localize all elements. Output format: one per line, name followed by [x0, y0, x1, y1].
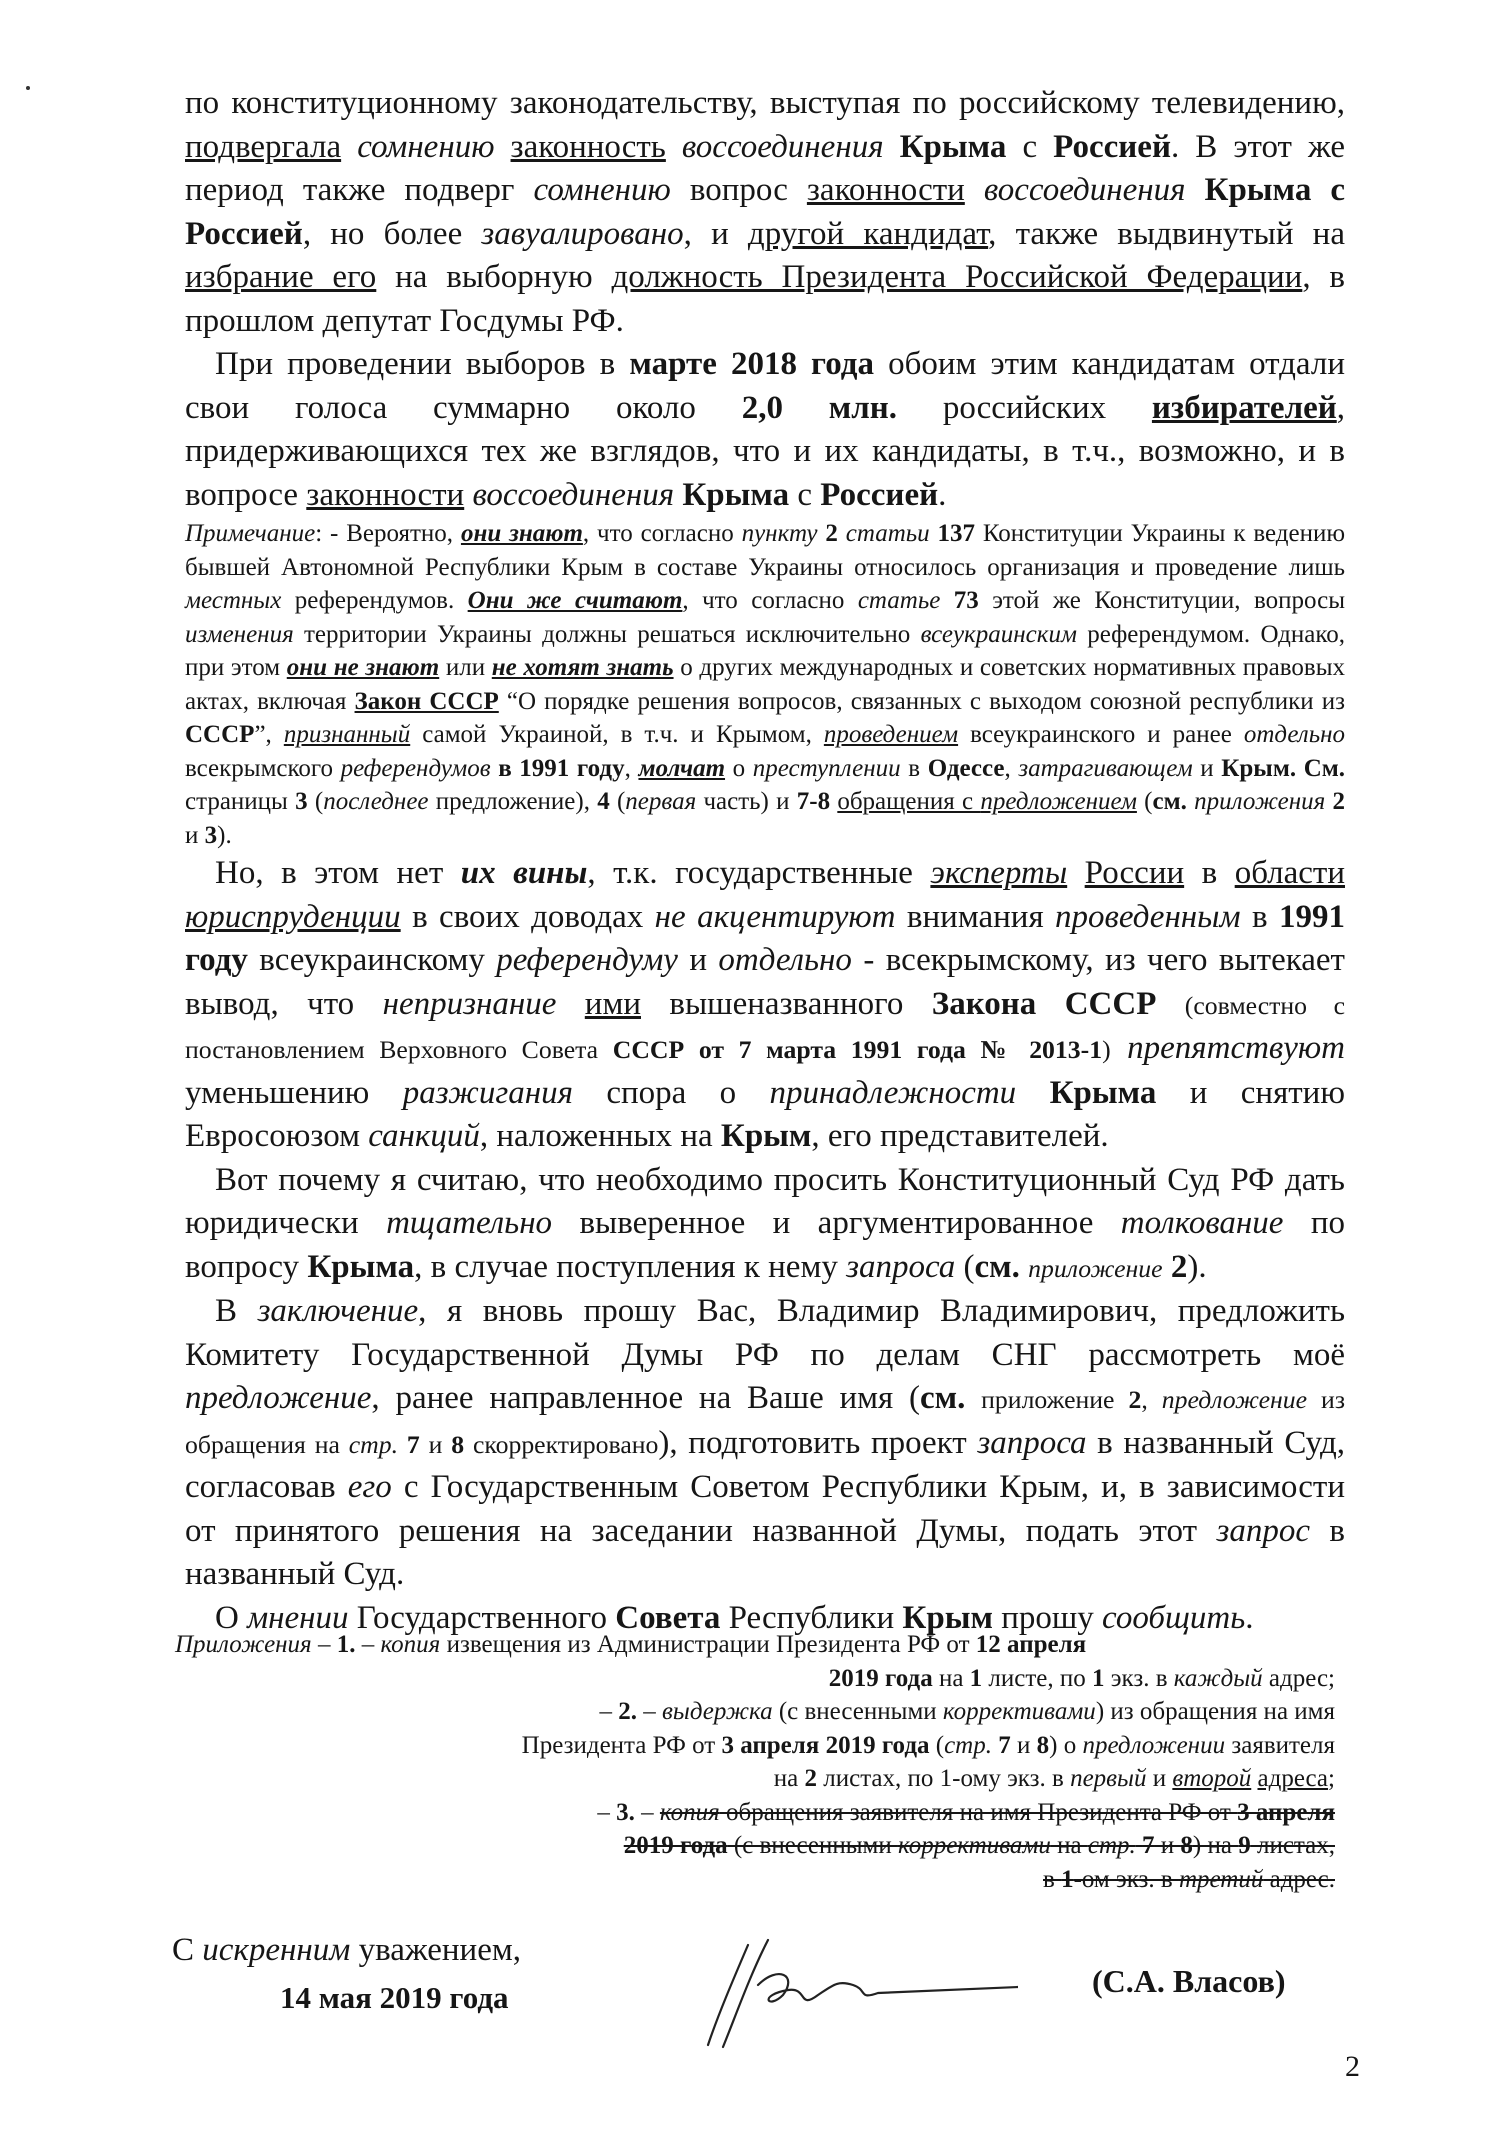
text-run: санкций	[368, 1118, 480, 1154]
text-run: -ом экз. в	[1073, 1865, 1179, 1893]
text-run: о других международных и советских нормативных правовых актах, включая	[185, 654, 1345, 715]
text-run: статье	[857, 587, 941, 614]
text-run: СССР	[185, 721, 255, 748]
text-run: каждый	[1173, 1664, 1263, 1692]
text-run	[556, 986, 584, 1022]
text-run: всеукраинскому	[247, 942, 497, 978]
text-run: 1.	[336, 1631, 356, 1658]
text-run	[1325, 788, 1332, 815]
text-run: изменения	[185, 620, 294, 648]
text-run: сообщить	[1102, 1599, 1246, 1636]
text-run	[1185, 172, 1204, 208]
text-run: Россией	[1053, 128, 1171, 165]
text-run: листах, по 1-ому экз. в	[817, 1765, 1071, 1792]
text-run: обращения заявителя на имя Президента РФ от	[719, 1798, 1238, 1826]
text-run: СССР	[612, 1035, 685, 1064]
text-run: см.	[1152, 788, 1187, 815]
text-run: Крым	[720, 1118, 812, 1154]
text-run: 3	[295, 788, 308, 815]
text-run: скорректировано	[464, 1429, 659, 1459]
text-run: (	[929, 1731, 945, 1759]
paragraph-2	[185, 343, 1345, 517]
text-run: приложение	[981, 1385, 1129, 1414]
text-run: в названный Суд, согласовав	[185, 1424, 1345, 1505]
text-run	[1163, 1249, 1171, 1285]
text-run: 2	[804, 1765, 817, 1792]
text-run: запроса	[977, 1424, 1087, 1461]
text-run: )	[1102, 1035, 1111, 1064]
text-run: 1	[1061, 1865, 1074, 1893]
text-run: , наложенных на	[479, 1118, 721, 1154]
text-run: –	[634, 1798, 660, 1826]
text-run: (с внесенными	[772, 1698, 943, 1725]
text-run: второй	[1172, 1765, 1252, 1792]
letter-body	[185, 82, 1345, 1640]
text-run: уменьшению	[185, 1074, 403, 1111]
text-run: : - Вероятно,	[315, 520, 461, 547]
text-run: молчат	[638, 754, 726, 782]
text-run: ) на	[1192, 1832, 1239, 1859]
text-run: адрес;	[1262, 1664, 1335, 1692]
text-run: см.	[920, 1380, 966, 1416]
text-run: Закон СССР	[354, 687, 499, 715]
text-run: ;	[1328, 1765, 1335, 1792]
text-run: 2	[1128, 1385, 1142, 1414]
text-run: и снятию Евросоюзом	[185, 1074, 1345, 1154]
text-run	[666, 129, 682, 165]
text-run: О	[215, 1599, 248, 1636]
text-run: коррективами	[942, 1698, 1096, 1725]
text-run: воссоединения	[983, 172, 1186, 208]
text-run: не акцентируют	[654, 898, 896, 935]
text-run: референдуму	[496, 942, 678, 978]
text-run: с Государственным Советом Республики Крым, и, в зависимости от принятого решения на заседании названной Думы, подать этот	[185, 1469, 1345, 1549]
text-run: проведением	[823, 721, 959, 748]
text-run: адреса	[1257, 1765, 1329, 1792]
text-run: третий	[1178, 1865, 1264, 1893]
text-run: , что согласно	[682, 587, 858, 614]
text-run: Крыма	[899, 128, 1007, 165]
text-run: листах,	[1250, 1832, 1335, 1859]
author-name: (С.А. Власов)	[1092, 1963, 1286, 1999]
text-run: всеукраинским	[920, 620, 1077, 648]
text-run: Республики	[720, 1599, 903, 1636]
text-run: завуалировано	[481, 215, 684, 252]
text-run: его	[347, 1469, 392, 1505]
text-run: ”,	[254, 721, 284, 748]
attachment-line	[175, 1829, 1335, 1863]
text-run: При проведении выборов в	[215, 346, 630, 382]
text-run: заключение	[257, 1293, 419, 1329]
text-run: см.	[974, 1248, 1020, 1285]
text-run: (	[609, 788, 626, 815]
text-run: затрагивающем	[1018, 754, 1193, 782]
text-run: В	[215, 1293, 258, 1329]
text-run: и	[677, 942, 719, 978]
attachment-line	[175, 1662, 1335, 1696]
text-run: сомнению	[533, 172, 671, 208]
text-run: референдумов	[340, 754, 491, 782]
text-run: они не знают	[286, 654, 440, 681]
text-run: Примечание	[185, 520, 316, 547]
text-run: с	[789, 476, 821, 513]
text-run: на	[1050, 1832, 1088, 1859]
attachments-list	[175, 1628, 1335, 1896]
attachment-line	[175, 1796, 1335, 1830]
attachment-line	[175, 1863, 1335, 1897]
text-run: , но более	[302, 215, 482, 252]
text-run: ими	[584, 985, 641, 1022]
text-run: запроса	[846, 1248, 956, 1285]
text-run: .	[1245, 1599, 1254, 1636]
text-run: референдумом. Однако, при этом	[185, 620, 1345, 681]
text-run: Россией	[820, 476, 939, 513]
text-run: Совета	[615, 1599, 721, 1636]
text-run: Одессе	[927, 754, 1005, 782]
text-run: референдумов.	[281, 587, 468, 614]
text-run: .	[938, 476, 947, 513]
text-run: в	[1043, 1865, 1062, 1893]
text-run: 137	[937, 520, 975, 547]
text-run: 3 апреля 2019 года	[721, 1731, 930, 1759]
text-run: Конституции Украины к ведению бывшей Автономной Республики Крым в составе Украины относилось организация и проведение лишь	[185, 520, 1346, 581]
text-run: , в прошлом депутат Госдумы РФ.	[185, 259, 1345, 339]
text-run: последнее	[323, 788, 429, 815]
text-run: (с внесенными	[727, 1832, 898, 1859]
text-run: вышеназванного	[641, 985, 932, 1022]
text-run: внимания	[895, 898, 1056, 935]
text-run: 4	[597, 788, 610, 815]
text-run: , что согласно	[582, 520, 742, 547]
text-run: –	[597, 1798, 617, 1826]
text-run: в 1991 году	[498, 754, 625, 782]
text-run: листе, по	[982, 1664, 1093, 1692]
text-run: ).	[1187, 1248, 1207, 1285]
text-run: предложение),	[428, 788, 598, 815]
text-run: и	[419, 1429, 452, 1459]
text-run: Крыма	[1049, 1074, 1157, 1111]
attachment-line	[175, 1628, 1335, 1662]
text-run: и	[1154, 1832, 1181, 1859]
text-run: Но, в этом нет	[215, 855, 461, 891]
text-run: сомнению	[357, 128, 495, 165]
text-run: Они же считают	[467, 587, 683, 614]
text-run: проведенным	[1055, 898, 1241, 935]
text-run: 7-8	[796, 788, 831, 815]
text-run: России	[1084, 855, 1185, 891]
text-run: избирателей	[1151, 389, 1337, 426]
text-run: (совместно с постановлением Верховного Совета	[185, 990, 1346, 1064]
text-run: 3.	[616, 1798, 635, 1826]
text-run: ,	[1141, 1385, 1162, 1414]
text-run: копия	[380, 1631, 441, 1658]
text-run: “О порядке решения вопросов, связанных с выходом союзной республики из	[498, 687, 1345, 715]
text-run: –	[311, 1631, 337, 1658]
text-run: , я вновь прошу Вас, Владимир Владимирович, предложить Комитету Государственной Думы РФ по делам СНГ рассмотреть моё	[185, 1293, 1345, 1373]
text-run: прошу	[992, 1599, 1103, 1636]
letter-date: 14 мая 2019 года	[280, 1980, 509, 2015]
text-run: 7	[406, 1429, 420, 1459]
closing-line	[172, 1932, 521, 1969]
text-run	[1111, 1030, 1127, 1066]
text-run: отдельно	[1243, 721, 1345, 748]
text-run: законности	[806, 172, 965, 208]
text-run: ,	[624, 754, 639, 782]
text-run: о	[725, 754, 753, 782]
text-run: –	[637, 1698, 663, 1725]
text-run	[965, 172, 984, 208]
text-run: территории Украины должны решаться исключительно	[293, 620, 921, 648]
text-run: выдержка	[662, 1698, 773, 1725]
text-run: приложения	[1194, 788, 1326, 815]
text-run: они знают	[460, 520, 583, 547]
text-run: и	[1010, 1731, 1037, 1759]
text-run: законность	[510, 128, 666, 165]
text-run: заявителя	[1225, 1731, 1335, 1759]
text-run: непризнание	[382, 985, 557, 1022]
text-run: на	[932, 1664, 970, 1692]
text-run: Крым. См.	[1221, 754, 1346, 782]
text-run: , и	[683, 215, 748, 252]
text-run: экз. в	[1104, 1664, 1174, 1692]
text-run: области	[1234, 855, 1345, 891]
text-run: 2	[825, 520, 838, 547]
text-run: всекрымского	[185, 754, 341, 782]
text-run: выверенное и аргументированное	[552, 1205, 1121, 1241]
text-run: извещения из Администрации Президента РФ от	[440, 1631, 976, 1658]
text-run: 2,0 млн.	[741, 389, 898, 426]
text-run: избрание его	[185, 259, 377, 295]
text-run: всеукраинского и ранее	[958, 721, 1244, 748]
text-run: мнении	[247, 1599, 349, 1636]
text-run: с	[1006, 128, 1054, 165]
text-run: копия	[659, 1798, 720, 1826]
text-run: в	[900, 754, 928, 782]
text-run: ) о	[1049, 1731, 1083, 1759]
text-run	[684, 1035, 699, 1064]
text-run: С	[172, 1932, 203, 1968]
text-run: марте 2018 года	[629, 346, 874, 382]
text-run: по конституционному законодательству, выступая по российскому телевидению,	[185, 85, 1345, 121]
text-run: в	[1240, 898, 1279, 935]
text-run: российских	[897, 389, 1152, 426]
text-run: принадлежности	[769, 1074, 1017, 1111]
text-run: этой же Конституции, вопросы	[978, 587, 1346, 614]
text-run: юриспруденции	[185, 898, 401, 935]
text-run: . В этот же период также подверг	[185, 128, 1346, 208]
text-run: в	[1184, 855, 1235, 891]
text-run: 1	[969, 1664, 983, 1692]
text-run: уважением,	[350, 1932, 521, 1968]
text-run: Приложения	[175, 1631, 312, 1658]
text-run: часть) и	[696, 788, 797, 815]
text-run: преступлении	[752, 754, 901, 782]
text-run: Закона СССР	[931, 985, 1157, 1022]
text-run: искренним	[202, 1932, 351, 1968]
text-run: 1991 году	[185, 898, 1345, 978]
note-paragraph	[185, 517, 1345, 852]
text-run: подвергала	[185, 128, 342, 165]
text-run: 3	[204, 821, 218, 849]
text-run: , придерживающихся тех же взглядов, что и их кандидаты, в т.ч., возможно, и в вопросе	[185, 389, 1345, 513]
text-run	[1020, 1249, 1028, 1285]
text-run: страницы	[185, 788, 296, 815]
text-run: 8	[451, 1429, 465, 1459]
paragraph-1	[185, 82, 1345, 343]
attachment-line	[175, 1762, 1335, 1796]
text-run: обоим этим кандидатам отдали свои голоса суммарно около	[185, 346, 1345, 426]
text-run: первый	[1070, 1765, 1147, 1792]
text-run: спора о	[572, 1074, 770, 1111]
text-run: другой кандидат	[747, 215, 989, 252]
text-run	[1067, 855, 1084, 891]
text-run: первая	[625, 788, 697, 815]
text-run: отдельно	[718, 942, 852, 978]
text-run: предложение	[185, 1380, 372, 1416]
text-run: Крыма	[307, 1248, 415, 1285]
text-run: воссоединения	[472, 476, 675, 513]
text-run: вопрос	[670, 172, 807, 208]
text-run: пункту	[741, 520, 818, 547]
text-run: самой Украиной, в т.ч. и Крымом,	[410, 721, 824, 748]
scan-speck	[26, 86, 30, 90]
text-run: (	[307, 788, 324, 815]
text-run: адрес.	[1263, 1865, 1335, 1893]
text-run: Вот почему я считаю, что необходимо просить Конституционный Суд РФ дать юридически	[185, 1161, 1345, 1241]
text-run: признанный	[283, 721, 411, 748]
text-run: не хотят знать	[491, 654, 674, 681]
text-run: 3 апреля	[1237, 1798, 1335, 1826]
text-run: и	[1192, 754, 1222, 782]
paragraph-3	[185, 852, 1345, 1159]
text-run: 1	[1092, 1664, 1105, 1692]
text-run: ) из обращения на имя	[1095, 1698, 1335, 1725]
text-run: коррективами	[897, 1832, 1051, 1859]
text-run: и	[1146, 1765, 1173, 1792]
text-run: Президента РФ от	[521, 1731, 722, 1759]
text-run: разжигания	[402, 1074, 573, 1111]
text-run: , его представителей.	[811, 1118, 1109, 1154]
text-run: законности	[306, 476, 465, 513]
text-run: статьи	[845, 520, 930, 547]
text-run: приложение	[1028, 1253, 1163, 1283]
text-run: воссоединения	[681, 128, 884, 165]
text-run: (	[955, 1248, 975, 1285]
text-run: , ранее направленное на Ваше имя (	[371, 1380, 920, 1416]
text-run: 7	[1142, 1832, 1155, 1859]
text-run: эксперты	[930, 855, 1068, 891]
text-run: местных	[185, 587, 282, 614]
text-run	[494, 129, 510, 165]
text-run: 7	[998, 1731, 1011, 1759]
text-run: тщательно	[386, 1205, 553, 1241]
handwritten-signature	[688, 1925, 1018, 2055]
text-run: их вины	[460, 855, 588, 891]
text-run: 2019 года	[828, 1664, 933, 1692]
paragraph-5	[185, 1290, 1345, 1597]
text-run: 2	[1170, 1248, 1188, 1285]
text-run: предложении	[1082, 1731, 1226, 1759]
text-run: ), подготовить проект	[658, 1424, 978, 1461]
text-run: 8	[1036, 1731, 1050, 1759]
text-run	[1156, 986, 1184, 1022]
text-run: в названный Суд.	[185, 1512, 1345, 1592]
text-run: , также выдвинутый на	[988, 215, 1345, 252]
text-run: и	[185, 821, 205, 849]
text-run: - всекрымскому, из чего вытекает вывод, что	[185, 942, 1345, 1022]
text-run: должность Президента Российской Федерации	[611, 259, 1303, 295]
text-run: Крыма с Россией	[185, 172, 1346, 252]
text-run: ).	[217, 821, 232, 849]
text-run: Государственного	[348, 1599, 616, 1636]
text-run: Крыма	[682, 476, 790, 513]
text-run: стр.	[944, 1731, 992, 1759]
text-run: 73	[953, 587, 979, 614]
text-run: 12 апреля	[975, 1631, 1087, 1658]
text-run: стр.	[348, 1429, 399, 1459]
text-run	[930, 520, 938, 547]
text-run: обращения с	[837, 788, 981, 815]
text-run: 2019 года	[623, 1832, 728, 1859]
text-run: (	[1136, 788, 1153, 815]
text-run: из обращения на	[185, 1385, 1345, 1459]
page-number: 2	[1345, 2050, 1360, 2083]
text-run: предложением	[980, 788, 1137, 815]
text-run: запрос	[1216, 1512, 1310, 1549]
text-run	[341, 129, 357, 165]
text-run: , т.к. государственные	[587, 855, 931, 891]
text-run: ,	[1004, 754, 1019, 782]
text-run: от 7 марта 1991 года № 2013-1	[698, 1035, 1103, 1064]
text-run	[965, 1380, 981, 1416]
text-run: толкование	[1120, 1205, 1284, 1241]
text-run	[884, 129, 900, 165]
paragraph-4	[185, 1159, 1345, 1291]
text-run	[1016, 1075, 1049, 1111]
text-run: в своих доводах	[400, 898, 655, 935]
text-run: предложение	[1161, 1385, 1308, 1414]
text-run: на	[773, 1765, 805, 1792]
text-run	[940, 587, 953, 614]
attachment-line	[175, 1695, 1335, 1729]
attachment-line	[175, 1729, 1335, 1763]
text-run: по вопросу	[185, 1205, 1345, 1285]
text-run: 8	[1180, 1832, 1193, 1859]
text-run: , в случае поступления к нему	[414, 1248, 847, 1285]
text-run	[398, 1430, 407, 1459]
text-run	[838, 520, 846, 547]
text-run: на выборную	[376, 259, 612, 295]
text-run: препятствуют	[1127, 1030, 1345, 1066]
text-run: стр.	[1087, 1832, 1136, 1859]
text-run: 2.	[618, 1698, 638, 1725]
text-run: –	[599, 1698, 619, 1725]
text-run: 9	[1238, 1832, 1251, 1859]
text-run: Крым	[902, 1599, 993, 1636]
text-run: –	[355, 1631, 381, 1658]
text-run: или	[439, 654, 492, 681]
text-run: 2	[1332, 788, 1345, 815]
